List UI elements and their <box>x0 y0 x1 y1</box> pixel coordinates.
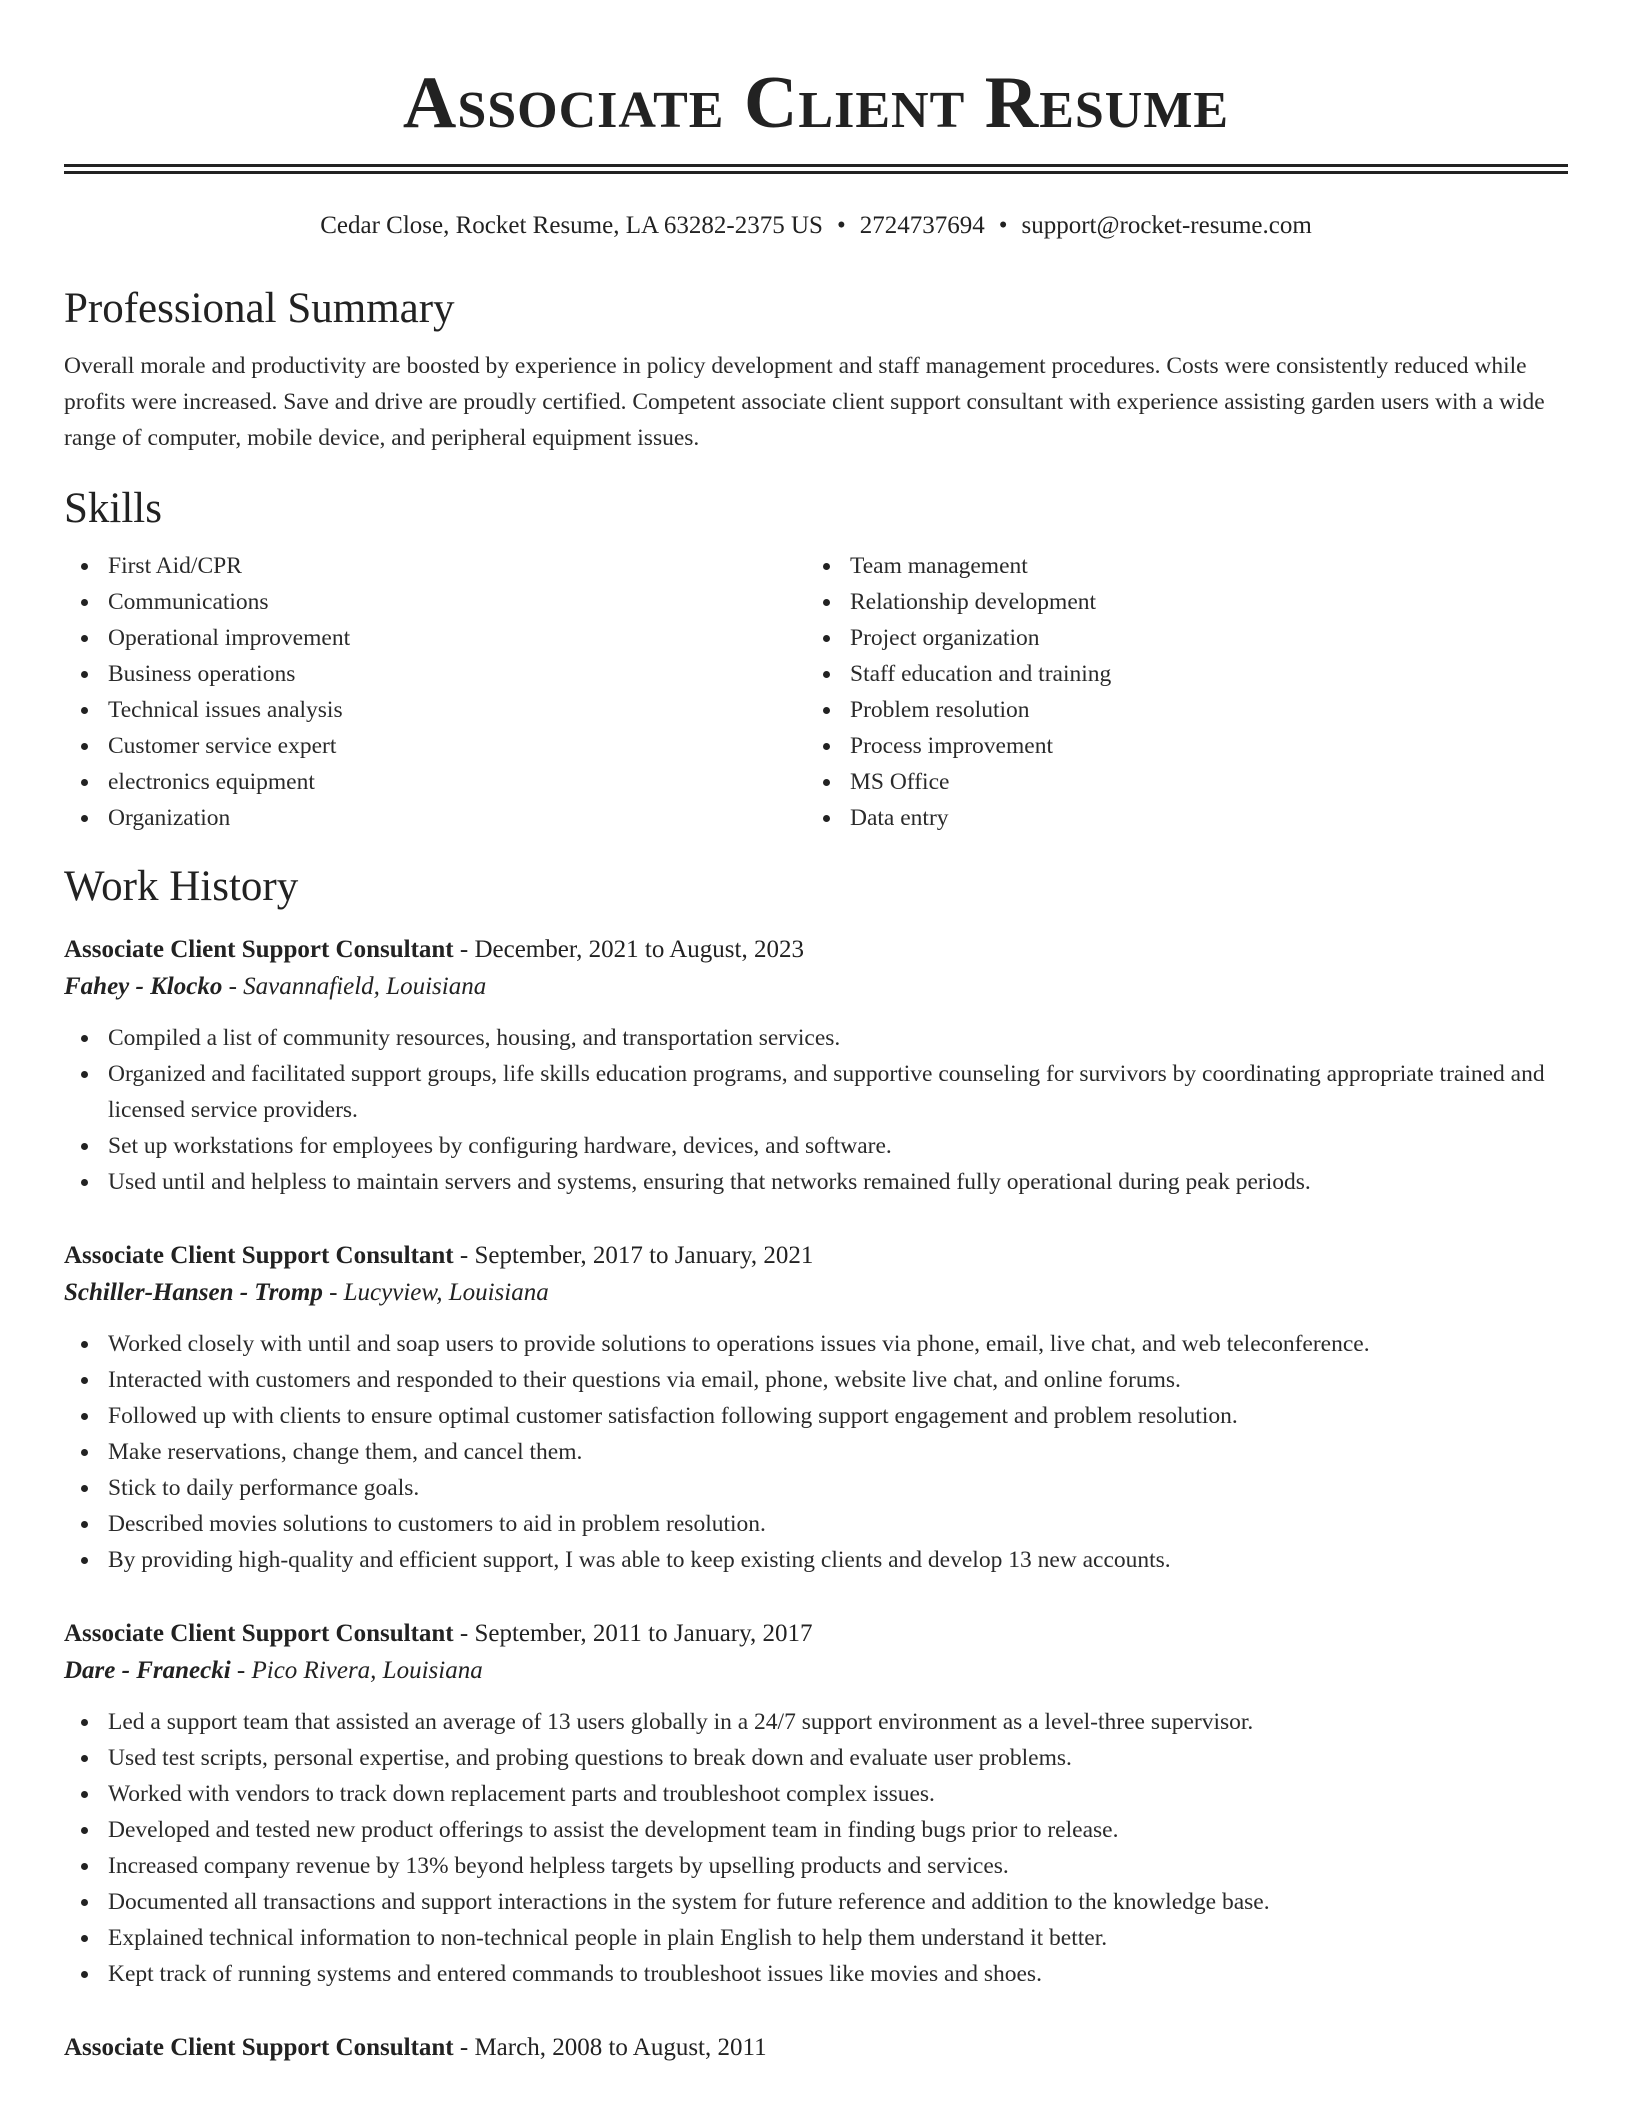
skill-item: Problem resolution <box>806 692 1548 728</box>
job-role: Associate Client Support Consultant <box>64 2034 454 2061</box>
skill-item: Customer service expert <box>64 728 806 764</box>
skill-item: Relationship development <box>806 584 1548 620</box>
contact-separator: • <box>836 212 846 239</box>
summary-heading: Professional Summary <box>64 285 455 332</box>
job-header <box>64 2030 1568 2066</box>
job-company-line <box>64 1652 1568 1690</box>
resume-title: Associate Client Resume <box>402 62 1230 144</box>
job-header <box>64 932 1568 968</box>
duty-item: Organized and facilitated support groups, life skills education programs, and supportive counseling for survivors by coordinating appropriate trained and licensed service providers. <box>64 1056 1568 1128</box>
skill-item: electronics equipment <box>64 764 806 800</box>
job-dash: - <box>230 1657 252 1684</box>
job-entry <box>64 1616 1568 1992</box>
duty-item: Documented all transactions and support interactions in the system for future reference and addition to the knowledge base. <box>64 1884 1568 1920</box>
contact-phone: 2724737694 <box>859 212 985 239</box>
contact-address: Cedar Close, Rocket Resume, LA 63282-2375 US <box>320 212 823 239</box>
skills-left-list <box>64 548 806 836</box>
duty-item: Led a support team that assisted an average of 13 users globally in a 24/7 support environment as a level-three supervisor. <box>64 1704 1568 1740</box>
duty-item: Used until and helpless to maintain servers and systems, ensuring that networks remained fully operational during peak periods. <box>64 1164 1568 1200</box>
duty-item: Developed and tested new product offerings to assist the development team in finding bugs prior to release. <box>64 1812 1568 1848</box>
job-dash: - <box>453 2034 475 2061</box>
duty-item: Kept track of running systems and entered commands to troubleshoot issues like movies and shoes. <box>64 1956 1568 1992</box>
duty-item: Set up workstations for employees by configuring hardware, devices, and software. <box>64 1128 1568 1164</box>
job-duties <box>64 1326 1568 1578</box>
job-dash: - <box>453 1620 475 1647</box>
job-header <box>64 1616 1568 1652</box>
skill-item: Data entry <box>806 800 1548 836</box>
duty-item: Compiled a list of community resources, housing, and transportation services. <box>64 1020 1568 1056</box>
job-dates: September, 2017 to January, 2021 <box>474 1242 814 1269</box>
job-dates: December, 2021 to August, 2023 <box>474 936 804 963</box>
job-company: Fahey - Klocko <box>64 973 223 1000</box>
skill-item: Technical issues analysis <box>64 692 806 728</box>
skill-item: Team management <box>806 548 1548 584</box>
title-divider <box>64 164 1568 174</box>
skills-right-list <box>806 548 1548 836</box>
duty-item: Interacted with customers and responded to their questions via email, phone, website live chat, and online forums. <box>64 1362 1568 1398</box>
job-role: Associate Client Support Consultant <box>64 1242 454 1269</box>
job-role: Associate Client Support Consultant <box>64 936 454 963</box>
summary-text: Overall morale and productivity are boosted by experience in policy development and staff management procedures. Costs were consistently reduced while profits were increased. Save and drive are proudly certified. Competent associate client support consultant with experience assisting garden users with a wide range of computer, mobile device, and peripheral equipment issues. <box>64 353 1545 451</box>
job-company-line <box>64 1274 1568 1312</box>
job-company: Schiller-Hansen - Tromp <box>64 1279 323 1306</box>
work-history-heading: Work History <box>64 863 299 910</box>
skill-item: Business operations <box>64 656 806 692</box>
job-dash: - <box>222 973 244 1000</box>
duty-item: Worked with vendors to track down replacement parts and troubleshoot complex issues. <box>64 1776 1568 1812</box>
skill-item: Operational improvement <box>64 620 806 656</box>
skill-item: Staff education and training <box>806 656 1548 692</box>
contact-email: support@rocket-resume.com <box>1021 212 1312 239</box>
job-entry <box>64 932 1568 1200</box>
duty-item: Increased company revenue by 13% beyond helpless targets by upselling products and services. <box>64 1848 1568 1884</box>
job-location: Lucyview, Louisiana <box>343 1279 549 1306</box>
job-company-line <box>64 968 1568 1006</box>
job-dash: - <box>453 936 475 963</box>
skill-item: Communications <box>64 584 806 620</box>
duty-item: Make reservations, change them, and cancel them. <box>64 1434 1568 1470</box>
duty-item: Followed up with clients to ensure optimal customer satisfaction following support engagement and problem resolution. <box>64 1398 1568 1434</box>
duty-item: Stick to daily performance goals. <box>64 1470 1568 1506</box>
job-location: Pico Rivera, Louisiana <box>251 1657 483 1684</box>
duty-item: Explained technical information to non-technical people in plain English to help them understand it better. <box>64 1920 1568 1956</box>
duty-item: Worked closely with until and soap users to provide solutions to operations issues via phone, email, live chat, and web teleconference. <box>64 1326 1568 1362</box>
skill-item: Process improvement <box>806 728 1548 764</box>
job-role: Associate Client Support Consultant <box>64 1620 454 1647</box>
duty-item: Described movies solutions to customers to aid in problem resolution. <box>64 1506 1568 1542</box>
skill-item: Organization <box>64 800 806 836</box>
job-duties <box>64 1704 1568 1992</box>
job-dash: - <box>453 1242 475 1269</box>
duty-item: Used test scripts, personal expertise, and probing questions to break down and evaluate user problems. <box>64 1740 1568 1776</box>
job-dates: March, 2008 to August, 2011 <box>474 2034 767 2061</box>
contact-separator: • <box>998 212 1008 239</box>
job-entry <box>64 2030 1568 2066</box>
skill-item: Project organization <box>806 620 1548 656</box>
job-entry <box>64 1238 1568 1578</box>
job-header <box>64 1238 1568 1274</box>
skills-columns <box>64 548 1568 836</box>
skill-item: First Aid/CPR <box>64 548 806 584</box>
job-duties <box>64 1020 1568 1200</box>
job-location: Savannafield, Louisiana <box>243 973 487 1000</box>
contact-line <box>64 210 1568 242</box>
job-dash: - <box>322 1279 344 1306</box>
duty-item: By providing high-quality and efficient support, I was able to keep existing clients and develop 13 new accounts. <box>64 1542 1568 1578</box>
job-company: Dare - Franecki <box>64 1657 231 1684</box>
skills-heading: Skills <box>64 485 162 532</box>
skill-item: MS Office <box>806 764 1548 800</box>
job-dates: September, 2011 to January, 2017 <box>474 1620 813 1647</box>
